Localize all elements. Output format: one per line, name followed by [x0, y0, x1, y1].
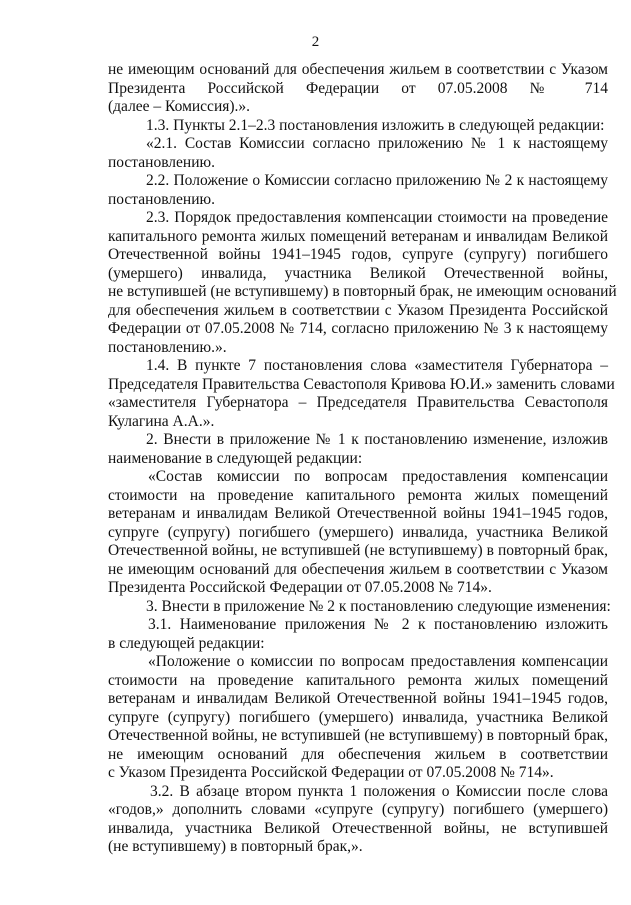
paragraph — [108, 468, 608, 598]
text-line: «2.1. Состав Комиссии согласно приложению № 1 к настоящему — [146, 135, 608, 152]
text-line: капитального ремонта жилых помещений ветеранам и инвалидам Великой — [108, 227, 608, 245]
text-line: не имеющим оснований для обеспечения жильем в соответствии с Указом — [108, 61, 608, 78]
text-line: 3.2. В абзаце втором пункта 1 положения о Комиссии после слова — [150, 782, 608, 800]
text-line: (не вступившему) в повторный брак,». — [108, 838, 363, 855]
text-line: с Указом Президента Российской Федерации от 07.05.2008 № 714». — [108, 764, 554, 781]
text-line: 2. Внести в приложение № 1 к постановлению изменение, изложив — [146, 431, 608, 448]
text-line: постановлению.». — [108, 338, 227, 356]
text-line: постановлению. — [108, 190, 215, 208]
text-line: ветеранам и инвалидам Великой Отечественной войны 1941–1945 годов, — [108, 690, 608, 707]
text-line: инвалида, участника Великой Отечественной войны, не вступившей — [108, 819, 608, 837]
paragraph — [108, 172, 608, 209]
text-line: (умершего) инвалида, участника Великой Отечественной войны, — [108, 264, 608, 282]
paragraph — [108, 357, 615, 431]
text-line: для обеспечения жильем в соответствии с Указом Президента Российской — [108, 301, 608, 319]
text-line: Отечественной войны, не вступившей (не вступившему) в повторный брак, — [108, 727, 608, 744]
text-line: «годов,» дополнить словами «супруге (супругу) погибшего (умершего) — [108, 801, 608, 818]
text-line: супруге (супругу) погибшего (умершего) инвалида, участника Великой — [108, 708, 608, 726]
text-line: 1.3. Пункты 2.1–2.3 постановления изложить в следующей редакции: — [146, 116, 605, 134]
paragraph — [108, 61, 608, 117]
text-line: «заместителя Губернатора – Председателя Правительства Севастополя — [108, 394, 608, 411]
text-line: ветеранам и инвалидам Великой Отечественной войны 1941–1945 годов, — [108, 505, 608, 522]
paragraph — [108, 431, 608, 468]
paragraph — [108, 209, 617, 357]
text-line: (далее – Комиссия).». — [108, 98, 251, 115]
text-line: «Состав комиссии по вопросам предоставления компенсации — [148, 468, 608, 485]
text-line: постановлению. — [108, 153, 215, 171]
text-line: 3.1. Наименование приложения № 2 к постановлению изложить — [148, 616, 608, 633]
paragraph — [108, 653, 608, 783]
paragraph — [108, 616, 608, 653]
text-line: «Положение о комиссии по вопросам предоставления компенсации — [148, 653, 608, 670]
text-line: 3. Внести в приложение № 2 к постановлению следующие изменения: — [146, 597, 611, 615]
text-line: Президента Российской Федерации от 07.05.2008 № 714 — [108, 79, 608, 97]
text-line: не имеющим оснований для обеспечения жильем в соответствии — [108, 745, 608, 763]
paragraph — [108, 783, 608, 857]
text-line: Отечественной войны, не вступившей (не вступившему) в повторный брак, — [108, 542, 608, 559]
paragraph — [108, 117, 608, 136]
text-line: не вступившей (не вступившему) в повторный брак, не имеющим оснований — [108, 283, 617, 300]
document-body — [108, 61, 617, 857]
text-line: 2.2. Положение о Комиссии согласно приложению № 2 к настоящему — [146, 172, 608, 189]
text-line: 1.4. В пункте 7 постановления слова «заместителя Губернатора – — [146, 357, 608, 374]
text-line: Председателя Правительства Севастополя Кривова Ю.И.» заменить словами — [108, 375, 615, 393]
text-line: в следующей редакции: — [108, 634, 265, 652]
text-line: Кулагина А.А.». — [108, 412, 215, 430]
page-number: 2 — [311, 34, 320, 50]
text-line: стоимости на проведение капитального ремонта жилых помещений — [108, 671, 608, 689]
text-line: наименование в следующей редакции: — [108, 449, 363, 467]
text-line: Федерации от 07.05.2008 № 714, согласно приложению № 3 к настоящему — [108, 320, 608, 337]
text-line: Отечественной войны 1941–1945 годов, супруге (супругу) погибшего — [108, 246, 608, 263]
text-line: супруге (супругу) погибшего (умершего) инвалида, участника Великой — [108, 523, 608, 541]
text-line: Президента Российской Федерации от 07.05.2008 № 714». — [108, 579, 492, 596]
text-line: стоимости на проведение капитального ремонта жилых помещений — [108, 486, 608, 504]
paragraph — [108, 597, 611, 617]
paragraph — [108, 135, 608, 172]
text-line: не имеющим оснований для обеспечения жильем в соответствии с Указом — [108, 560, 608, 578]
text-line: 2.3. Порядок предоставления компенсации стоимости на проведение — [146, 209, 608, 226]
